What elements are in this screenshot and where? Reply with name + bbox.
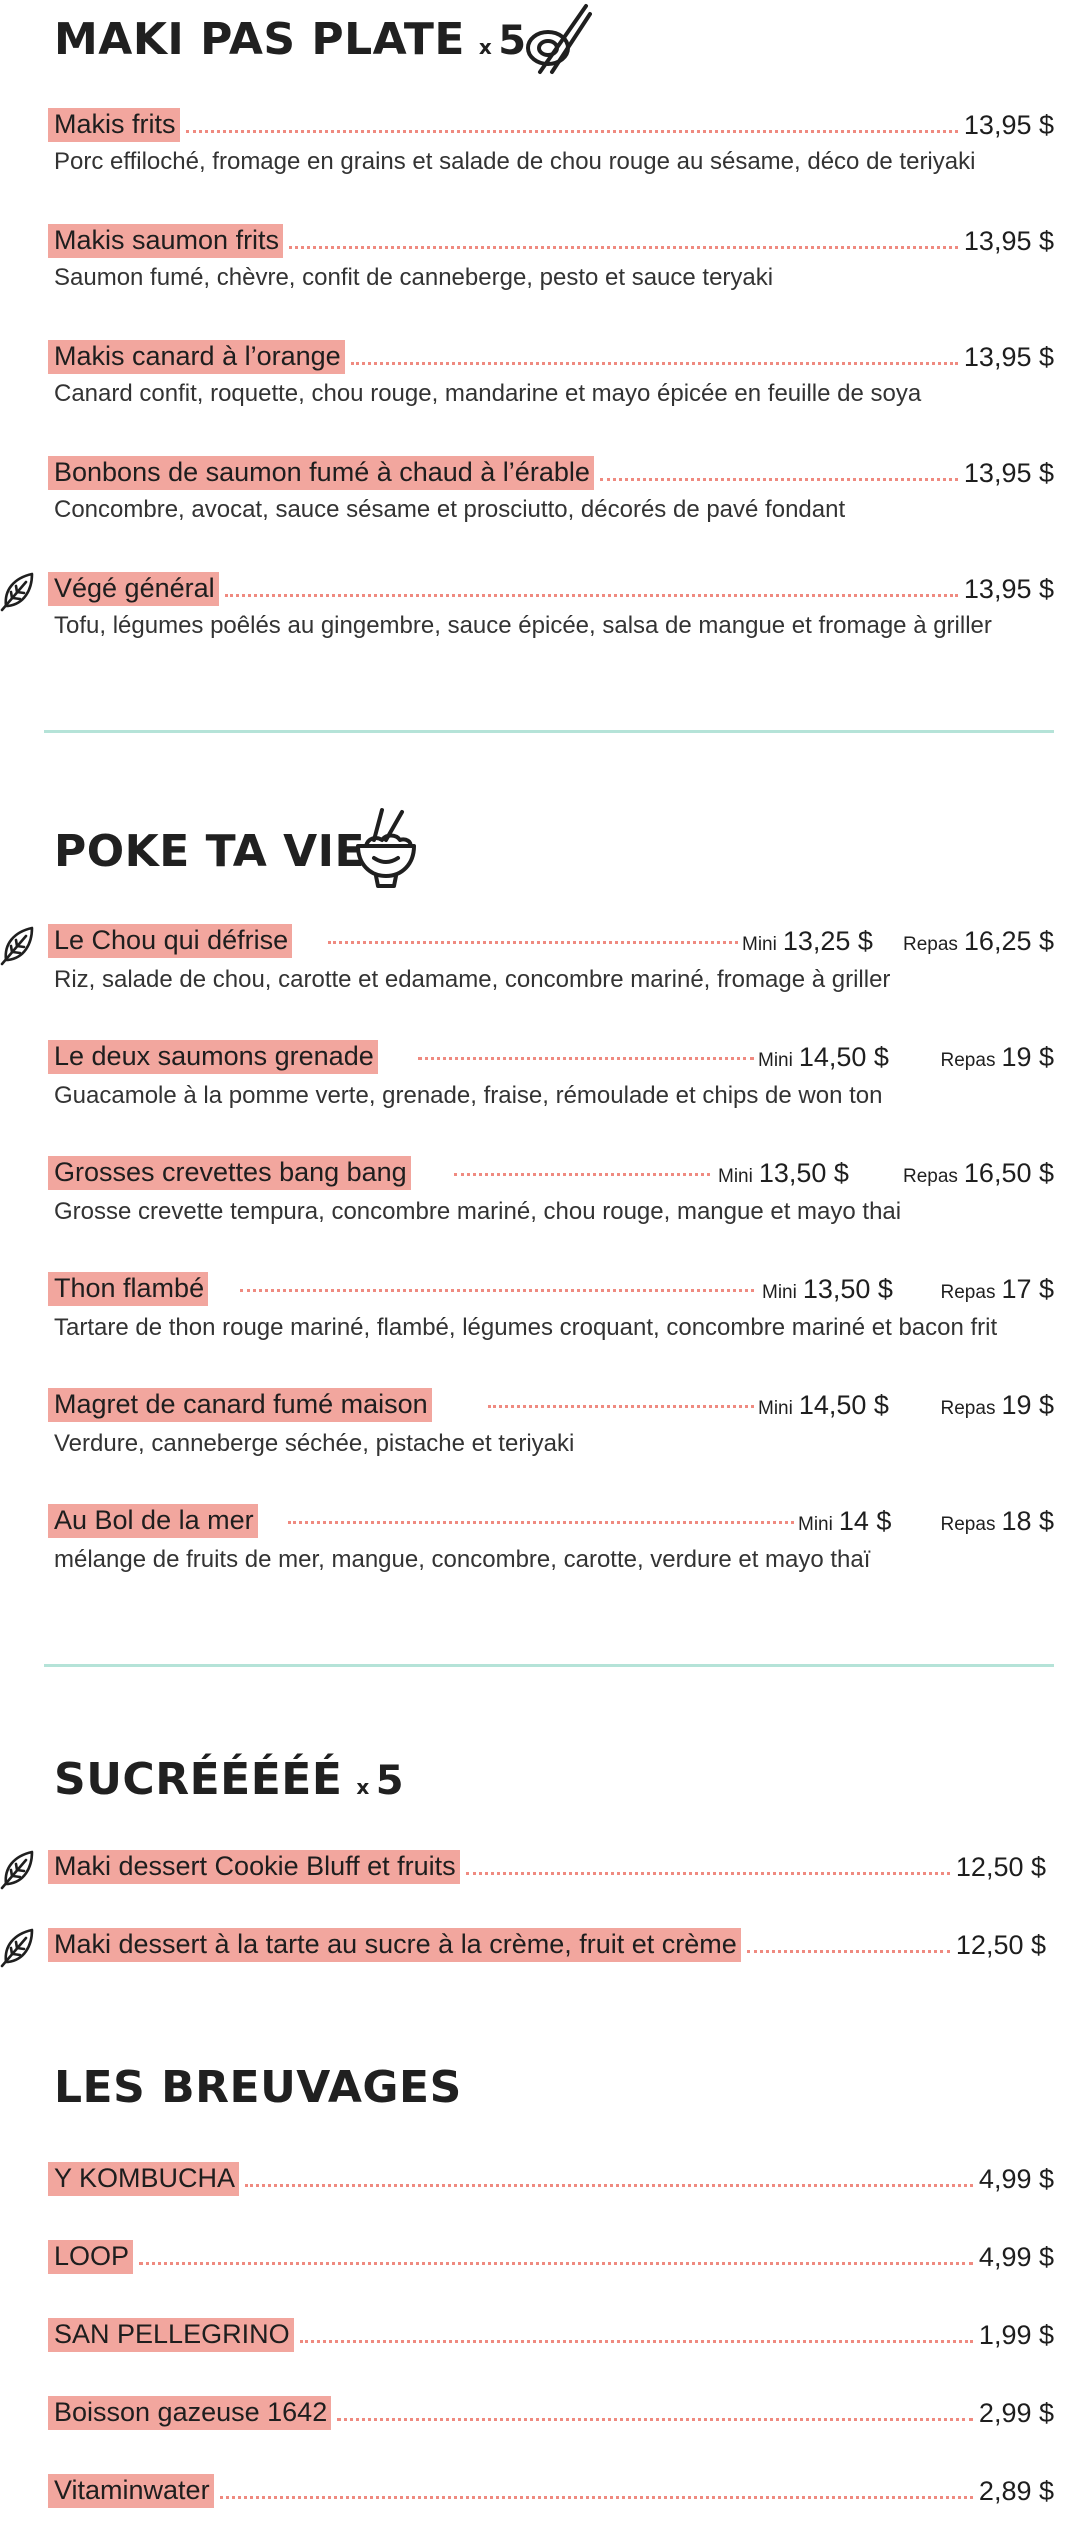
item-name: Végé général xyxy=(48,572,219,606)
item-price: 1,99 $ xyxy=(978,2319,1054,2350)
poke-item xyxy=(54,1156,1054,1226)
item-name: LOOP xyxy=(48,2240,133,2274)
item-name: Boisson gazeuse 1642 xyxy=(48,2396,331,2430)
mini-price: 13,25 $ xyxy=(782,926,873,956)
repas-price-group: Repas 18 $ xyxy=(940,1506,1054,1536)
mini-price: 14,50 $ xyxy=(798,1390,889,1420)
mini-price-group: Mini 13,25 $ xyxy=(742,926,873,956)
dot-leader xyxy=(288,1521,794,1524)
section-title-maki: MAKI PAS PLATE x 5 xyxy=(54,14,527,65)
mini-price: 14,50 $ xyxy=(798,1042,889,1072)
mini-price-group: Mini 14 $ xyxy=(798,1506,892,1536)
item-price: 13,95 $ xyxy=(963,225,1054,256)
dot-leader xyxy=(225,594,958,597)
section-divider xyxy=(44,730,1054,733)
drink-item xyxy=(54,2316,1054,2354)
item-price: 2,89 $ xyxy=(978,2475,1054,2506)
item-name: SAN PELLEGRINO xyxy=(48,2318,294,2352)
item-name: Magret de canard fumé maison xyxy=(48,1388,432,1422)
item-price: 4,99 $ xyxy=(978,2163,1054,2194)
item-name: Makis canard à l’orange xyxy=(48,340,345,374)
item-description: Concombre, avocat, sauce sésame et prosciutto, décorés de pavé fondant xyxy=(54,496,846,523)
sushi-chopsticks-icon xyxy=(518,2,592,76)
dot-leader xyxy=(488,1405,754,1408)
section-divider xyxy=(44,1664,1054,1667)
drink-item xyxy=(54,2160,1054,2198)
item-description: Verdure, canneberge séchée, pistache et teriyaki xyxy=(54,1430,575,1457)
dot-leader xyxy=(300,2340,973,2343)
repas-price-group: Repas 17 $ xyxy=(940,1274,1054,1304)
repas-price-group: Repas 16,25 $ xyxy=(902,926,1054,956)
item-price: 12,50 $ xyxy=(955,1851,1046,1882)
item-price: 13,95 $ xyxy=(963,457,1054,488)
dot-leader xyxy=(139,2262,973,2265)
drink-item xyxy=(54,2238,1054,2276)
item-price: 12,50 $ xyxy=(955,1929,1046,1960)
section-title-sucre: SUCRÉÉÉÉÉ x 5 xyxy=(54,1754,405,1805)
dot-leader xyxy=(328,941,738,944)
item-name: Au Bol de la mer xyxy=(48,1504,258,1538)
item-price: 13,95 $ xyxy=(963,573,1054,604)
poke-item xyxy=(54,1272,1054,1342)
dot-leader xyxy=(186,130,958,133)
poke-item xyxy=(54,924,1054,994)
section-title-poke: POKE TA VIE xyxy=(54,826,366,877)
section-title-drinks: LES BREUVAGES xyxy=(54,2062,462,2113)
dot-leader xyxy=(454,1173,710,1176)
dot-leader xyxy=(337,2418,973,2421)
drink-item xyxy=(54,2394,1054,2432)
repas-price: 18 $ xyxy=(1001,1506,1054,1536)
mini-price-group: Mini 13,50 $ xyxy=(718,1158,849,1188)
drink-item xyxy=(54,2472,1054,2510)
dot-leader xyxy=(351,362,958,365)
item-name: Grosses crevettes bang bang xyxy=(48,1156,411,1190)
dot-leader xyxy=(289,246,958,249)
item-price: 2,99 $ xyxy=(978,2397,1054,2428)
item-name: Makis saumon frits xyxy=(48,224,283,258)
item-name: Y KOMBUCHA xyxy=(48,2162,239,2196)
repas-price-group: Repas 19 $ xyxy=(940,1390,1054,1420)
poke-item xyxy=(54,1504,1054,1574)
repas-price: 19 $ xyxy=(1001,1042,1054,1072)
menu-item xyxy=(54,338,1054,408)
poke-item xyxy=(54,1388,1054,1458)
leaf-icon xyxy=(0,1926,36,1968)
repas-price-group: Repas 19 $ xyxy=(940,1042,1054,1072)
dessert-item xyxy=(54,1848,1046,1886)
mini-price-group: Mini 14,50 $ xyxy=(758,1042,889,1072)
leaf-icon xyxy=(0,570,36,612)
item-description: Tartare de thon rouge mariné, flambé, légumes croquant, concombre mariné et bacon frit xyxy=(54,1314,998,1341)
repas-price: 16,50 $ xyxy=(963,1158,1054,1188)
repas-price: 19 $ xyxy=(1001,1390,1054,1420)
repas-price: 16,25 $ xyxy=(963,926,1054,956)
dot-leader xyxy=(747,1950,950,1953)
item-name: Le deux saumons grenade xyxy=(48,1040,378,1074)
item-description: mélange de fruits de mer, mangue, concombre, carotte, verdure et mayo thaï xyxy=(54,1546,871,1573)
item-price: 13,95 $ xyxy=(963,109,1054,140)
dot-leader xyxy=(240,1289,754,1292)
item-price: 13,95 $ xyxy=(963,341,1054,372)
item-name: Maki dessert à la tarte au sucre à la crème, fruit et crème xyxy=(48,1928,741,1962)
item-name: Vitaminwater xyxy=(48,2474,214,2508)
dot-leader xyxy=(466,1872,950,1875)
item-name: Le Chou qui défrise xyxy=(48,924,292,958)
mini-price: 13,50 $ xyxy=(802,1274,893,1304)
item-description: Guacamole à la pomme verte, grenade, fraise, rémoulade et chips de won ton xyxy=(54,1082,883,1109)
mini-price-group: Mini 13,50 $ xyxy=(762,1274,893,1304)
menu-item xyxy=(54,454,1054,524)
item-name: Makis frits xyxy=(48,108,180,142)
dot-leader xyxy=(220,2496,973,2499)
item-description: Saumon fumé, chèvre, confit de canneberge, pesto et sauce teryaki xyxy=(54,264,774,291)
menu-item xyxy=(54,570,1054,640)
repas-price-group: Repas 16,50 $ xyxy=(902,1158,1054,1188)
mini-price-group: Mini 14,50 $ xyxy=(758,1390,889,1420)
menu-item xyxy=(54,106,1054,176)
menu-item xyxy=(54,222,1054,292)
item-description: Tofu, légumes poêlés au gingembre, sauce épicée, salsa de mangue et fromage à griller xyxy=(54,612,992,639)
item-description: Porc effiloché, fromage en grains et salade de chou rouge au sésame, déco de teriyaki xyxy=(54,148,976,175)
mini-price: 14 $ xyxy=(838,1506,892,1536)
item-description: Grosse crevette tempura, concombre mariné, chou rouge, mangue et mayo thai xyxy=(54,1198,902,1225)
leaf-icon xyxy=(0,924,36,966)
dot-leader xyxy=(418,1057,754,1060)
dot-leader xyxy=(600,478,958,481)
item-name: Thon flambé xyxy=(48,1272,208,1306)
item-description: Canard confit, roquette, chou rouge, mandarine et mayo épicée en feuille de soya xyxy=(54,380,922,407)
poke-item xyxy=(54,1040,1054,1110)
dot-leader xyxy=(245,2184,973,2187)
item-name: Maki dessert Cookie Bluff et fruits xyxy=(48,1850,460,1884)
repas-price: 17 $ xyxy=(1001,1274,1054,1304)
item-price: 4,99 $ xyxy=(978,2241,1054,2272)
item-description: Riz, salade de chou, carotte et edamame, concombre mariné, fromage à griller xyxy=(54,966,891,993)
dessert-item xyxy=(54,1926,1046,1964)
leaf-icon xyxy=(0,1848,36,1890)
poke-bowl-icon xyxy=(352,806,422,892)
item-name: Bonbons de saumon fumé à chaud à l’érable xyxy=(48,456,594,490)
mini-price: 13,50 $ xyxy=(758,1158,849,1188)
